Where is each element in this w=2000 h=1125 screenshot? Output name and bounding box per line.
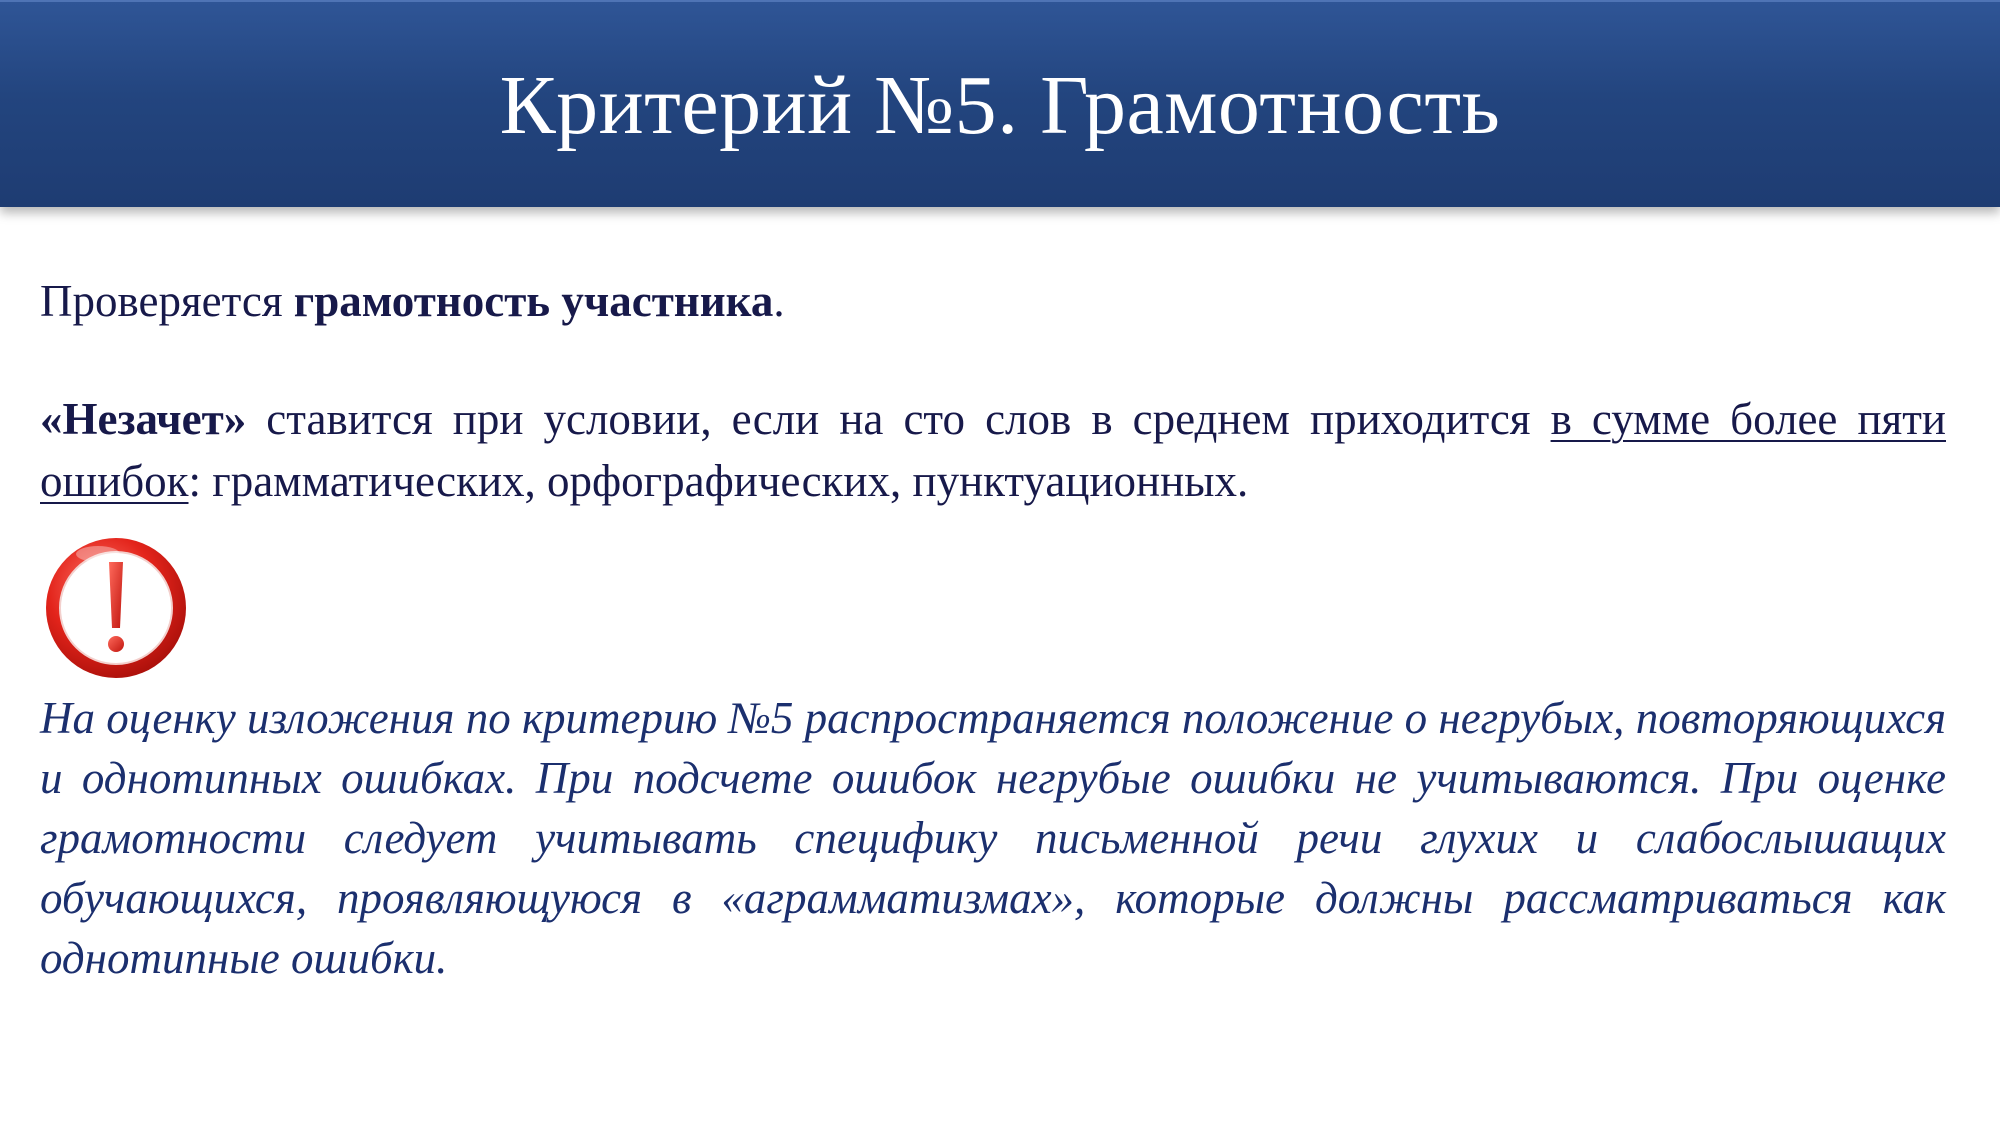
fail-rule-paragraph: [40, 388, 1946, 512]
fail-rule-text: ставится при условии, если на сто слов в среднем приходится: [246, 394, 1551, 444]
intro-bold: грамотность участника: [293, 276, 774, 326]
intro-suffix: .: [773, 276, 785, 326]
page-title: Критерий №5. Грамотность: [499, 59, 1501, 152]
intro-paragraph: [40, 270, 1946, 332]
fail-rule-underlined: в сумме более пяти ошибок: [40, 394, 1946, 506]
exclamation-circle-icon: [40, 532, 192, 684]
intro-prefix: Проверяется: [40, 276, 294, 326]
title-bar: [0, 0, 2000, 207]
fail-rule-bold: «Незачет»: [40, 394, 247, 444]
note-paragraph: На оценку изложения по критерию №5 распространяется положение о негрубых, повторяющихся и однотипных ошибках. При подсчете ошибок негрубые ошибки не учитываются. При оценке грамотности следует учитывать специфику письменной речи глухих и слабослышащих обучающихся, проявляющуюся в «аграмматизмах», которые должны рассматриваться как однотипные ошибки.: [40, 693, 1946, 983]
fail-rule-suffix: : грамматических, орфографических, пунктуационных.: [188, 456, 1249, 506]
